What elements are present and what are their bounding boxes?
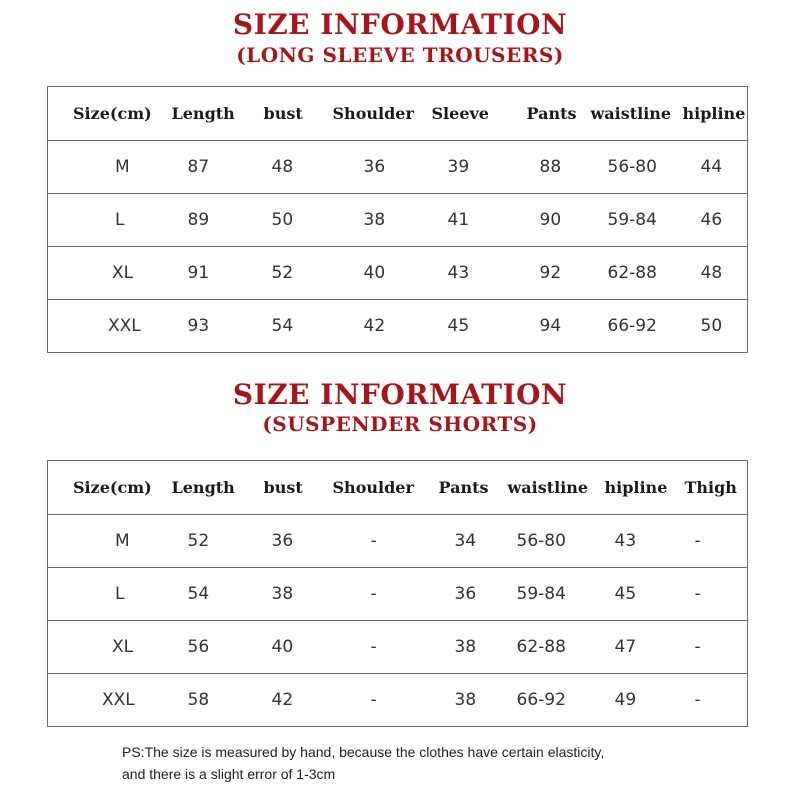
cell-waistline: 59-84	[588, 194, 683, 247]
shorts-size-subtitle: (SUSPENDER SHORTS)	[262, 412, 538, 436]
cell-shoulder: -	[333, 674, 438, 727]
cell-hipline: 44	[683, 141, 748, 194]
cell-shoulder: -	[333, 515, 438, 568]
trousers-size-table	[47, 86, 748, 353]
cell-hipline: 47	[605, 621, 683, 674]
cell-shoulder: -	[333, 621, 438, 674]
cell-thigh: -	[683, 674, 748, 727]
cell-bust: 36	[263, 515, 333, 568]
cell-thigh: -	[683, 515, 748, 568]
header-size: Size(cm)	[48, 87, 168, 141]
header-shoulder: Shoulder	[333, 87, 428, 141]
header-thigh: Thigh	[683, 461, 748, 515]
cell-length: 89	[168, 194, 263, 247]
cell-hipline: 45	[605, 568, 683, 621]
cell-pants: 88	[513, 141, 588, 194]
cell-thigh: -	[683, 568, 748, 621]
cell-pants: 38	[438, 621, 508, 674]
cell-pants: 38	[438, 674, 508, 727]
header-bust: bust	[263, 461, 333, 515]
cell-size: L	[48, 568, 168, 621]
cell-bust: 40	[263, 621, 333, 674]
cell-length: 87	[168, 141, 263, 194]
header-shoulder: Shoulder	[333, 461, 438, 515]
header-length: Length	[168, 87, 263, 141]
cell-pants: 92	[513, 247, 588, 300]
trousers-size-title: SIZE INFORMATION	[232, 8, 568, 41]
cell-hipline: 49	[605, 674, 683, 727]
cell-size: L	[48, 194, 168, 247]
cell-size: M	[48, 141, 168, 194]
cell-size: XXL	[48, 300, 168, 353]
table-row	[48, 674, 748, 727]
cell-waistline: 62-88	[588, 247, 683, 300]
table-row	[48, 141, 748, 194]
shorts-size-title: SIZE INFORMATION	[232, 378, 568, 411]
header-waistline: waistline	[588, 87, 683, 141]
cell-shoulder: 40	[333, 247, 428, 300]
header-pants: Pants	[438, 461, 508, 515]
cell-length: 91	[168, 247, 263, 300]
table-row	[48, 621, 748, 674]
cell-length: 58	[168, 674, 263, 727]
cell-length: 93	[168, 300, 263, 353]
table-row	[48, 194, 748, 247]
shorts-size-table	[47, 460, 748, 727]
table-row	[48, 247, 748, 300]
table-row	[48, 515, 748, 568]
cell-waistline: 62-88	[508, 621, 605, 674]
cell-size: M	[48, 515, 168, 568]
table-header-row	[48, 461, 748, 515]
cell-hipline: 43	[605, 515, 683, 568]
trousers-size-subtitle: (LONG SLEEVE TROUSERS)	[236, 43, 564, 67]
table-row	[48, 568, 748, 621]
cell-hipline: 48	[683, 247, 748, 300]
measurement-note-line1: PS:The size is measured by hand, because the clothes have certain elasticity,	[122, 744, 605, 760]
header-waistline: waistline	[508, 461, 605, 515]
header-pants: Pants	[513, 87, 588, 141]
header-length: Length	[168, 461, 263, 515]
cell-pants: 34	[438, 515, 508, 568]
header-hipline: hipline	[605, 461, 683, 515]
cell-size: XL	[48, 247, 168, 300]
cell-bust: 50	[263, 194, 333, 247]
cell-sleeve: 39	[428, 141, 513, 194]
header-hipline: hipline	[683, 87, 748, 141]
measurement-note-line2: and there is a slight error of 1-3cm	[122, 766, 336, 782]
cell-size: XXL	[48, 674, 168, 727]
cell-waistline: 59-84	[508, 568, 605, 621]
header-sleeve: Sleeve	[428, 87, 513, 141]
cell-shoulder: -	[333, 568, 438, 621]
cell-hipline: 50	[683, 300, 748, 353]
header-bust: bust	[263, 87, 333, 141]
cell-bust: 38	[263, 568, 333, 621]
cell-bust: 48	[263, 141, 333, 194]
cell-bust: 42	[263, 674, 333, 727]
table-header-row	[48, 87, 748, 141]
cell-sleeve: 43	[428, 247, 513, 300]
cell-shoulder: 36	[333, 141, 428, 194]
cell-size: XL	[48, 621, 168, 674]
cell-bust: 52	[263, 247, 333, 300]
cell-hipline: 46	[683, 194, 748, 247]
cell-sleeve: 41	[428, 194, 513, 247]
cell-pants: 94	[513, 300, 588, 353]
cell-waistline: 66-92	[508, 674, 605, 727]
cell-shoulder: 42	[333, 300, 428, 353]
header-size: Size(cm)	[48, 461, 168, 515]
cell-pants: 90	[513, 194, 588, 247]
cell-shoulder: 38	[333, 194, 428, 247]
cell-bust: 54	[263, 300, 333, 353]
cell-sleeve: 45	[428, 300, 513, 353]
cell-length: 56	[168, 621, 263, 674]
cell-waistline: 56-80	[508, 515, 605, 568]
cell-length: 52	[168, 515, 263, 568]
cell-pants: 36	[438, 568, 508, 621]
cell-waistline: 56-80	[588, 141, 683, 194]
cell-waistline: 66-92	[588, 300, 683, 353]
table-row	[48, 300, 748, 353]
cell-thigh: -	[683, 621, 748, 674]
cell-length: 54	[168, 568, 263, 621]
